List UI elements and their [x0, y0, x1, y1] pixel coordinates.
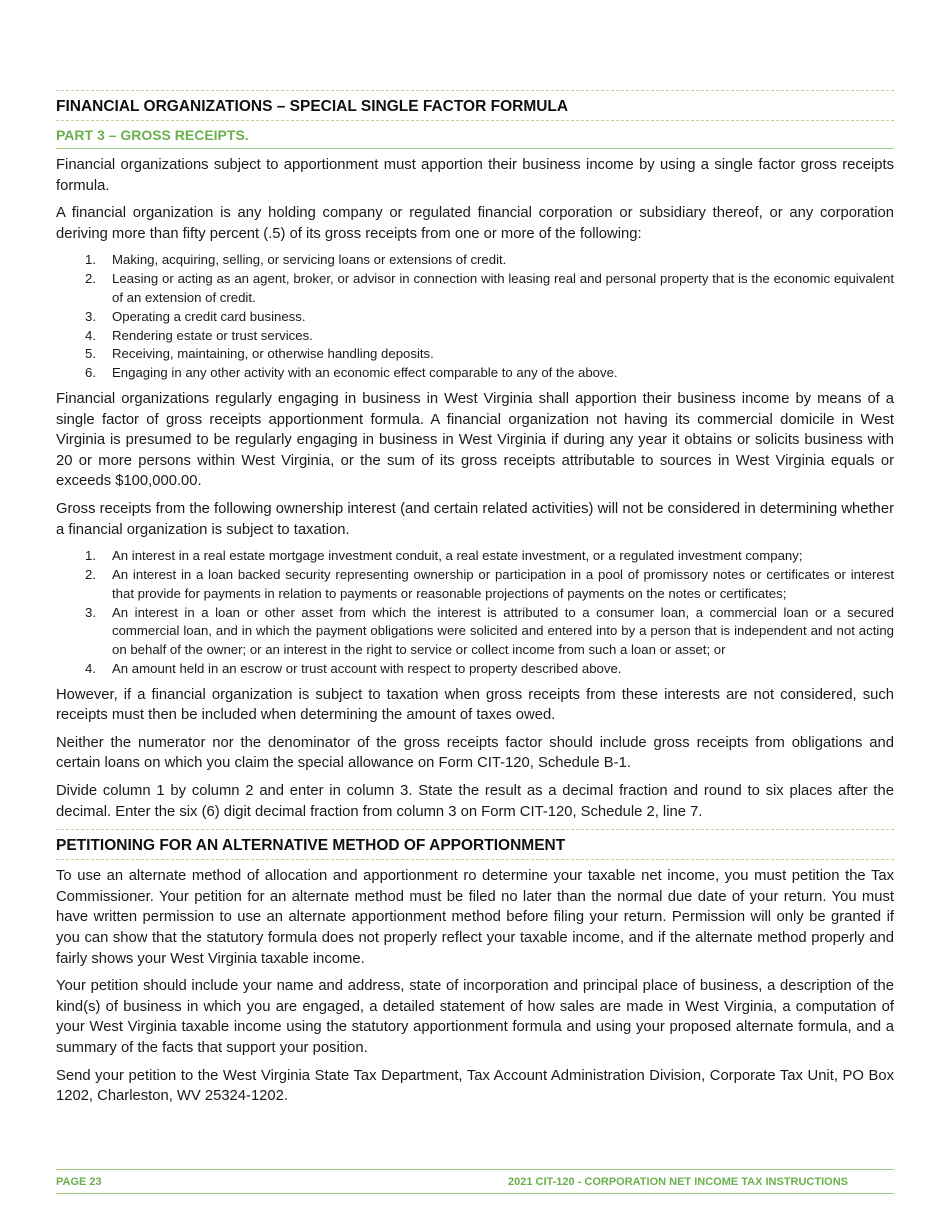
list-item [56, 308, 894, 327]
list-text: An interest in a loan backed security representing ownership or participation in a pool of promissory notes or certificates or interest that provide for payments in relation to payments or reasonable projections of payments on the notes or certificates; [112, 566, 894, 601]
list-number: 4. [85, 660, 96, 676]
list-text: Operating a credit card business. [112, 308, 306, 324]
list-text: An interest in a loan or other asset from which the interest is attributed to a consumer loan, a commercial loan or a secured commercial loan, and in which the payment obligations were solicited and entered into by a person that is independent and not acting on behalf of the owner; or an interest in the right to service or collect income from such a loan or asset; or [112, 604, 894, 658]
list-text: Rendering estate or trust services. [112, 327, 313, 343]
paragraph: Financial organizations regularly engaging in business in West Virginia shall apportion their business income by means of a single factor of gross receipts apportionment formula. A financial organization not having its commercial domicile in West Virginia is presumed to be regularly engaging in business in West Virginia if during any year it obtains or solicits business with 20 or more persons within West Virginia, or the sum of its gross receipts attributable to sources in West Virginia equals or exceeds $100,000.00. [56, 390, 894, 490]
section-subtitle: PART 3 – GROSS RECEIPTS. [56, 127, 249, 143]
list-number: 1. [85, 548, 96, 564]
list-number: 3. [85, 308, 96, 324]
list-item [56, 345, 894, 364]
activities-list [56, 251, 894, 383]
paragraph: A financial organization is any holding company or regulated financial corporation or subsidiary thereof, or any corporation deriving more than fifty percent (.5) of its gross receipts from one or more of the following: [56, 205, 894, 242]
paragraph: Send your petition to the West Virginia State Tax Department, Tax Account Administration Division, Corporate Tax Unit, PO Box 1202, Charleston, WV 25324-1202. [56, 1067, 894, 1105]
ownership-interest-list [56, 547, 894, 679]
section-title: PETITIONING FOR AN ALTERNATIVE METHOD OF APPORTIONMENT [56, 837, 566, 855]
list-text: Receiving, maintaining, or otherwise handling deposits. [112, 346, 434, 362]
page-footer [56, 1169, 894, 1194]
paragraph: Gross receipts from the following ownership interest (and certain related activities) will not be considered in determining whether a financial organization is subject to taxation. [56, 500, 894, 538]
list-item [56, 251, 894, 270]
list-item [56, 547, 894, 566]
list-text: An amount held in an escrow or trust account with respect to property described above. [112, 660, 622, 676]
page-number: PAGE 23 [56, 1175, 102, 1188]
list-number: 5. [85, 346, 96, 362]
paragraph: To use an alternate method of allocation and apportionment ro determine your taxable net income, you must petition the Tax Commissioner. Your petition for an alternate method must be filed no later than the normal due date of your return. You must have written permission to use an alternate apportionment method before filing your return. Permission will only be granted if you can show that the statutory formula does not properly reflect your taxable income, and if the alternate method properly and fairly shows your West Virginia taxable income. [56, 868, 894, 967]
page-content [56, 90, 894, 1114]
list-item [56, 566, 894, 604]
list-number: 6. [85, 365, 96, 381]
list-item [56, 604, 894, 660]
list-item [56, 660, 894, 679]
list-number: 2. [85, 271, 96, 287]
list-text: An interest in a real estate mortgage investment conduit, a real estate investment, or a regulated investment company; [112, 548, 803, 564]
list-text: Leasing or acting as an agent, broker, or advisor in connection with leasing real and personal property that is the economic equivalent of an extension of credit. [112, 271, 894, 305]
paragraph: Financial organizations subject to apportionment must apportion their business income by using a single factor gross receipts formula. [56, 157, 894, 194]
paragraph: However, if a financial organization is subject to taxation when gross receipts from these interests are not considered, such receipts must then be included when determining the amount of taxes owed. [56, 686, 894, 724]
list-item [56, 327, 894, 346]
document-title: 2021 CIT-120 - CORPORATION NET INCOME TAX INSTRUCTIONS [507, 1175, 848, 1188]
list-number: 2. [85, 566, 96, 582]
paragraph: Your petition should include your name and address, state of incorporation and principal place of business, a description of the kind(s) of business in which you are engaged, a detailed statement of how sales are made in West Virginia, a computation of your West Virginia taxable income using the statutory apportionment formula and using your proposed alternate formula, and a summary of the facts that support your position. [56, 978, 894, 1056]
paragraph: Neither the numerator nor the denominator of the gross receipts factor should include gross receipts from obligations and certain loans on which you claim the special allowance on Form CIT-120, Schedule B-1. [56, 734, 894, 772]
list-number: 4. [85, 327, 96, 343]
divider [56, 859, 894, 860]
list-item [56, 270, 894, 308]
list-item [56, 364, 894, 383]
list-text: Making, acquiring, selling, or servicing loans or extensions of credit. [112, 252, 507, 268]
list-number: 3. [85, 604, 96, 620]
divider [56, 148, 894, 149]
divider [56, 1193, 894, 1194]
section-title: FINANCIAL ORGANIZATIONS – SPECIAL SINGLE FACTOR FORMULA [56, 98, 569, 115]
paragraph: Divide column 1 by column 2 and enter in column 3. State the result as a decimal fraction and round to six places after the decimal. Enter the six (6) digit decimal fraction from column 3 on Form CIT-120, Schedule 2, line 7. [56, 783, 894, 820]
list-number: 1. [85, 252, 96, 268]
list-text: Engaging in any other activity with an economic effect comparable to any of the above. [112, 365, 618, 381]
